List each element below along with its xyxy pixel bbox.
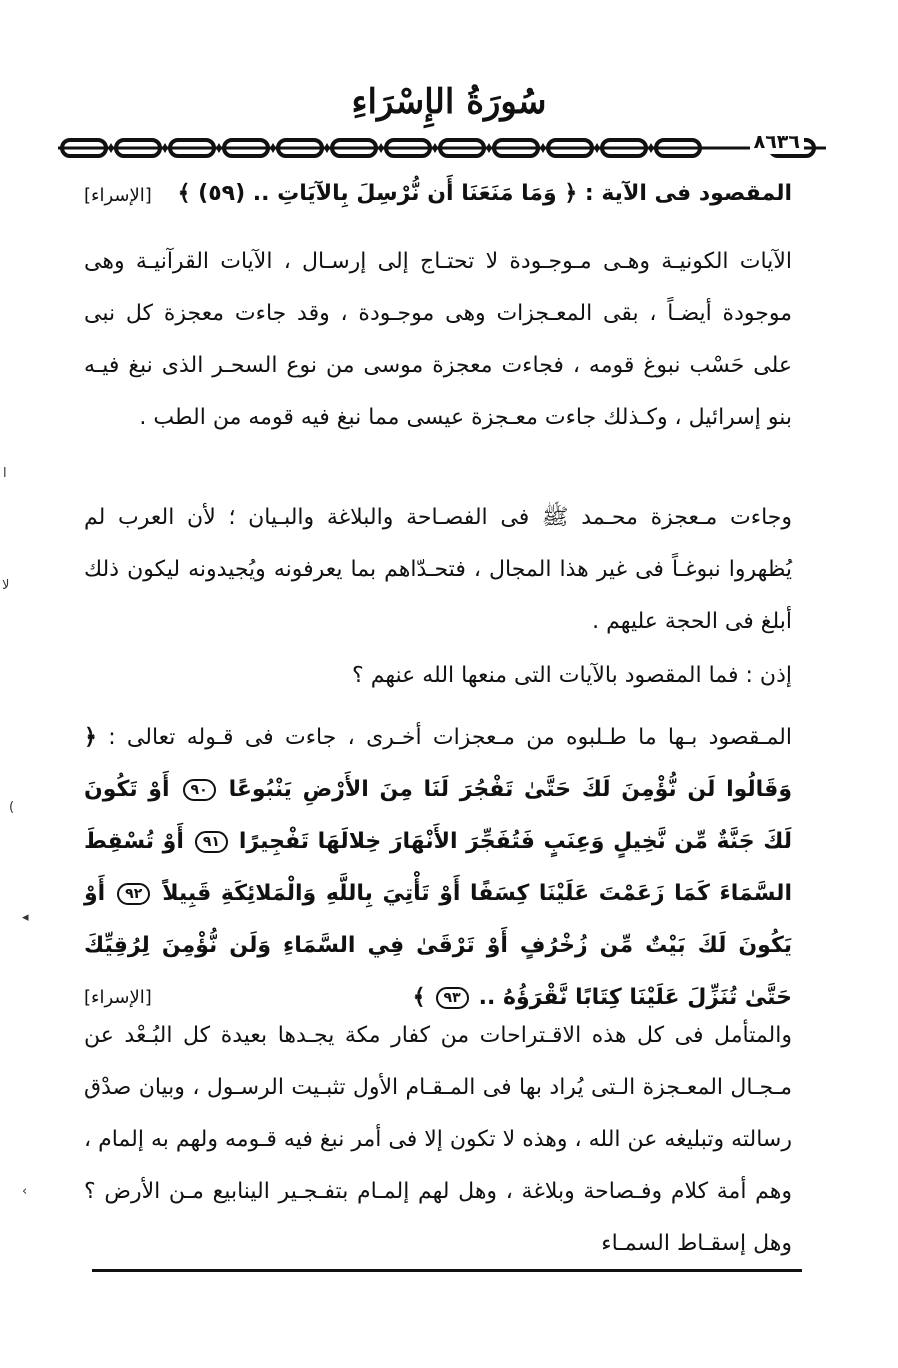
paragraph-text: والمتأمل فى كل هذه الاقـتراحات من كفار مكة يجـدها بعيدة كل البُـعْد عن مـجـال المعـجزة الـتى يُراد بها فى المـقـام الأول تثبـيت الرسـول ، وبيان صدْق رسالته وتبليغه عن الله ، وهذه لا تكون إلا فى أمر نبغ فيه قـومه ولهم به إلمام ، وهم أمة كلام وفـصاحة وبلاغة ، وهل لهم إلمـام بتفـجـير الينابيع مـن الأرض ؟ وهل إسقـاط السمـاء	[84, 1023, 792, 1256]
paragraph-text: الآيات الكونيـة وهـى مـوجـودة لا تحتـاج إلى إرسـال ، الآيات القرآنيـة وهى موجودة أيضـاً ، بقى المعـجزات وهى موجـودة ، وقد جاءت معجزة كل نبى على حَسْب نبوغ قومه ، فجاءت معجزة موسى من نوع السحـر الذى نبغ فيـه بنو إسرائيل ، وكـذلك جاءت معـجزة عيسى مما نبغ فيه قومه من الطب .	[84, 249, 792, 430]
quran-quote-block	[84, 712, 792, 1024]
ayah-number: ٩٠	[183, 779, 216, 801]
paragraph-text: وجاءت مـعجزة محـمد ﷺ فى الفصـاحة والبلاغة والبـيان ؛ لأن العرب لم يُظهروا نبوغـاً فى غير هذا المجال ، فتحـدّاهم بما يعرفونه ويُجيدونه ليكون ذلك أبلغ فى الحجة عليهم .	[84, 505, 792, 634]
quote-lead: المـقصود بـها ما طـلبوه من مـعجزات أخـرى ، جاءت فى قـوله تعالى :	[108, 725, 792, 750]
scan-mark: ﻻ	[2, 578, 10, 593]
footer-rule	[92, 1269, 802, 1272]
verse-90: ﴿ وَقَالُوا لَن نُّؤْمِنَ لَكَ حَتَّىٰ تَفْجُرَ لَنَا مِنَ الأَرْضِ يَنْبُوعًا	[84, 725, 793, 802]
ayah-number: ٩١	[195, 831, 228, 853]
scan-mark: )	[9, 800, 15, 815]
verse-reference-text: المقصود فى الآية : ﴿ وَمَا مَنَعَنَا أَن نُّرْسِلَ بِالآيَاتِ .. (٥٩) ﴾	[177, 181, 792, 206]
verse-92: أَوْ تُسْقِطَ السَّمَاءَ كَمَا زَعَمْتَ عَلَيْنَا كِسَفًا أَوْ تَأْتِيَ بِاللَّهِ وَالْمَلائِكَةِ قَبِيلاً	[84, 829, 792, 906]
verse-93: أَوْ يَكُونَ لَكَ بَيْتٌ مِّن زُخْرُفٍ أَوْ تَرْقَىٰ فِي السَّمَاءِ وَلَن نُّؤْمِنَ لِرُقِيِّكَ حَتَّىٰ تُنَزِّلَ عَلَيْنَا كِتَابًا نَّقْرَؤُهُ ..	[84, 881, 792, 1010]
paragraph-1	[84, 236, 792, 444]
scan-mark: ا	[3, 466, 7, 481]
verse-reference-line	[84, 172, 792, 216]
paragraph-final	[84, 1010, 792, 1270]
closing-bracket: ﴾	[412, 985, 426, 1010]
surah-title: سُورَةُ الإِسْرَاءِ	[351, 82, 547, 122]
page-number: ٨٦٣٦	[750, 130, 804, 154]
scan-mark: ◂	[22, 910, 29, 925]
ornamental-border-icon	[58, 135, 826, 161]
surah-reference-tag: [الإسراء]	[84, 987, 152, 1008]
paragraph-2	[84, 492, 792, 648]
verse-91: أَوْ تَكُونَ لَكَ جَنَّةٌ مِّن نَّخِيلٍ وَعِنَبٍ فَتُفَجِّرَ الأَنْهَارَ خِلالَهَا تَفْجِيرًا	[84, 777, 792, 854]
ayah-number: ٩٣	[436, 987, 469, 1009]
question-text: إذن : فما المقصود بالآيات التى منعها الله عنهم ؟	[352, 663, 792, 688]
scan-mark: ›	[22, 1184, 28, 1199]
surah-reference-tag: [الإسراء]	[84, 185, 152, 206]
paragraph-3	[84, 650, 792, 702]
ayah-number: ٩٢	[117, 883, 150, 905]
